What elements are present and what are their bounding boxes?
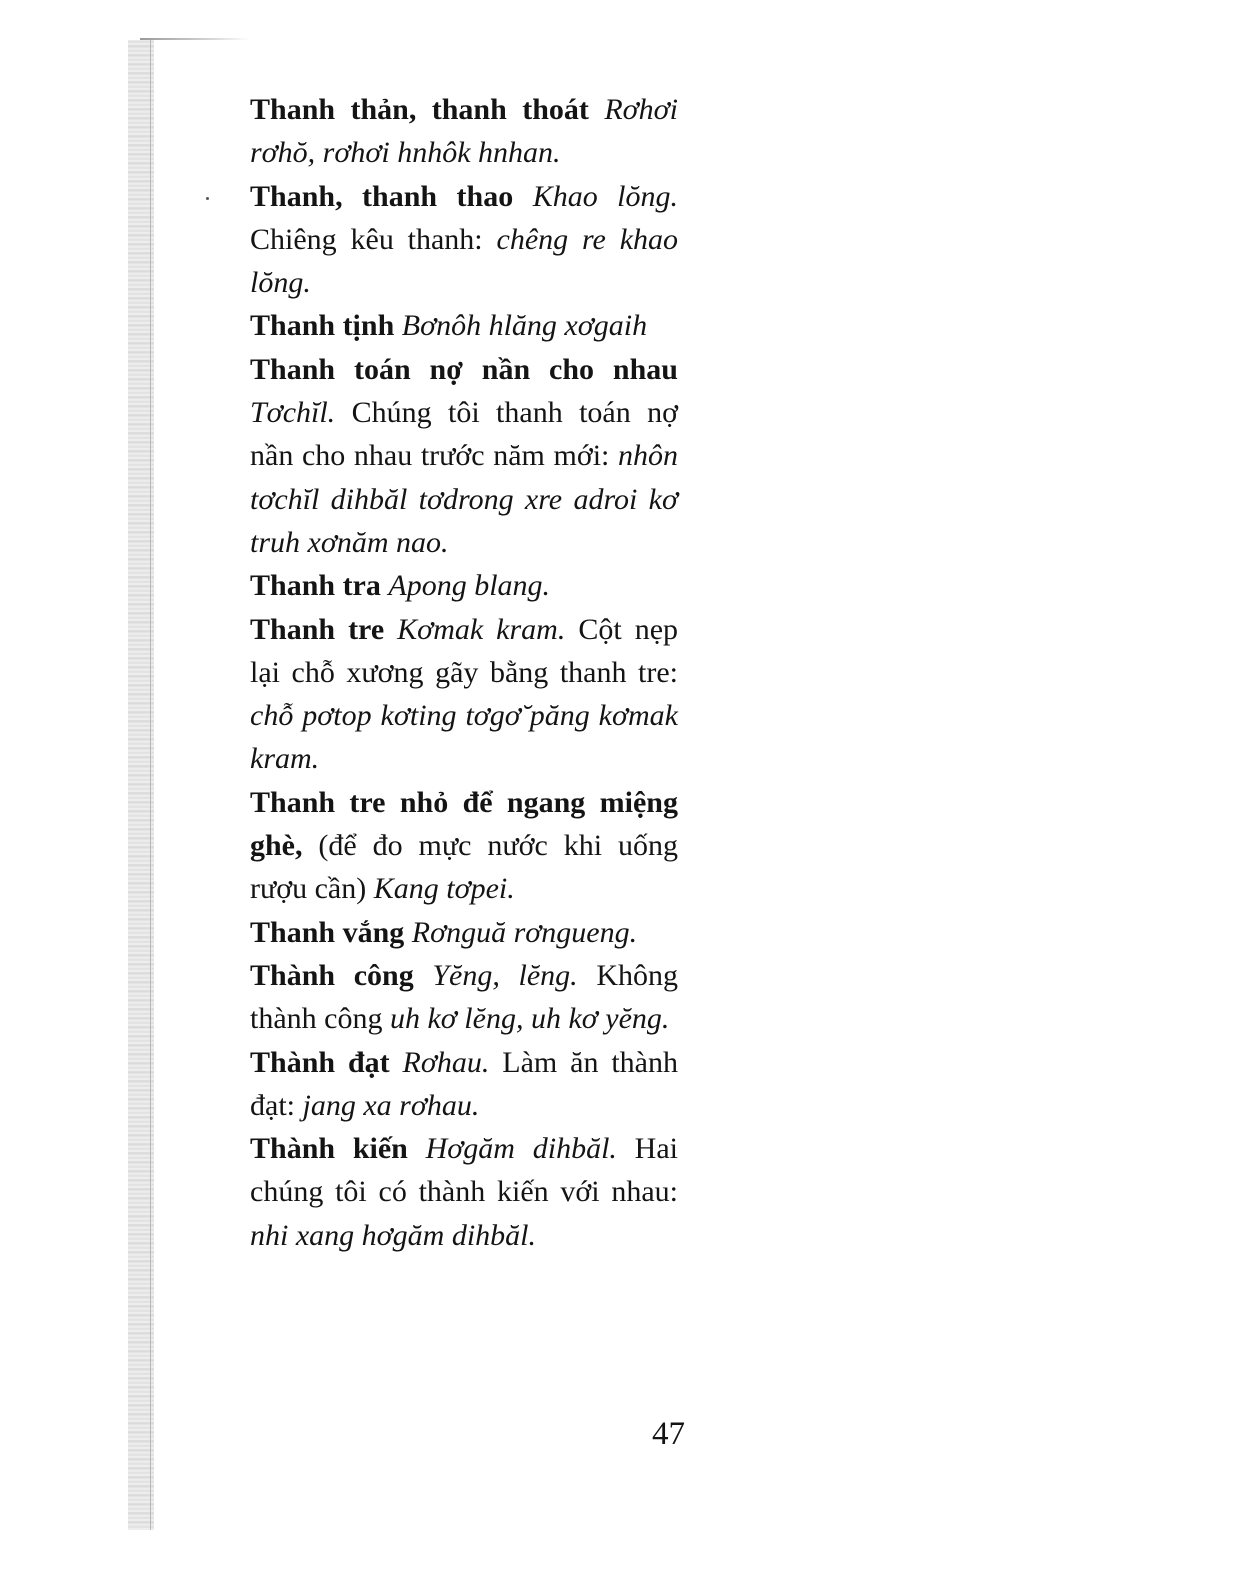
headword: Thanh toán nợ nần cho nhau: [250, 352, 678, 386]
headword: Thanh tre nhỏ để ngang miệng ghè,: [250, 785, 678, 863]
dictionary-column: [250, 88, 678, 1257]
translation: Kang tơpei.: [373, 872, 515, 906]
example-translation: nhi xang hơgăm dihbăl.: [250, 1218, 536, 1252]
entry-thanh-kien: [250, 1127, 678, 1257]
entry-thanh-cong: [250, 954, 678, 1041]
translation: Apong blang.: [388, 569, 551, 603]
entry-thanh-thao: [250, 175, 678, 305]
entry-thanh-than: [250, 88, 678, 175]
headword: Thanh tịnh: [250, 309, 395, 343]
headword: Thành đạt: [250, 1045, 390, 1079]
example-translation: chêng re khao lŏng.: [250, 222, 679, 300]
scan-speck: [206, 197, 209, 200]
entry-thanh-tinh: [250, 304, 678, 347]
scan-gutter-line: [150, 40, 151, 1530]
note: (để đo mực nước khi uống rượu cần): [250, 829, 678, 906]
headword: Thành kiến: [250, 1132, 408, 1166]
example-translation: chỗ pơtop kơting tơgơ̆ păng kơmak kram.: [250, 699, 678, 776]
entry-thanh-toan: [250, 348, 678, 564]
translation: Rơnguă rơngueng.: [411, 915, 638, 949]
entry-thanh-tre-nho: [250, 781, 678, 911]
example-translation: uh kơ lĕng, uh kơ yĕng.: [389, 1002, 670, 1036]
translation: Rơhơi rơhŏ, rơhơi hnhôk hnhan.: [250, 93, 678, 170]
example-translation: jang xa rơhau.: [302, 1088, 480, 1122]
scan-top-mark: [140, 38, 250, 40]
example-translation: nhôn tơchĭl dihbăl tơdrong xre adroi kơ truh xơnăm nao.: [250, 439, 679, 559]
headword: Thanh tre: [250, 612, 385, 646]
headword: Thanh vắng: [250, 915, 405, 949]
example: Chiêng kêu thanh:: [250, 222, 483, 256]
example: Cột nẹp lại chỗ xương gãy bằng thanh tre:: [250, 612, 679, 689]
entry-thanh-tre: [250, 608, 678, 781]
example: Làm ăn thành đạt:: [250, 1045, 678, 1122]
headword: Thành công: [250, 958, 414, 992]
entry-thanh-vang: [250, 911, 678, 954]
translation: Khao lŏng.: [532, 179, 678, 213]
translation: Yĕng, lĕng.: [432, 958, 578, 992]
entry-thanh-tra: [250, 564, 678, 607]
translation: Hơgăm dihbăl.: [425, 1132, 617, 1166]
headword: Thanh, thanh thao: [250, 179, 514, 213]
entry-thanh-dat: [250, 1041, 678, 1128]
example: Hai chúng tôi có thành kiến với nhau:: [250, 1132, 678, 1209]
translation: Tơchĭl.: [250, 396, 336, 430]
headword: Thanh tra: [250, 569, 381, 603]
page-number: 47: [652, 1416, 685, 1452]
translation: Kơmak kram.: [397, 612, 566, 646]
example: Không thành công: [250, 958, 679, 1036]
headword: Thanh thản, thanh thoát: [250, 93, 589, 126]
translation: Bơnôh hlăng xơgaih: [401, 309, 648, 343]
example: Chúng tôi thanh toán nợ nần cho nhau trước năm mới:: [250, 396, 678, 473]
translation: Rơhau.: [402, 1045, 490, 1079]
